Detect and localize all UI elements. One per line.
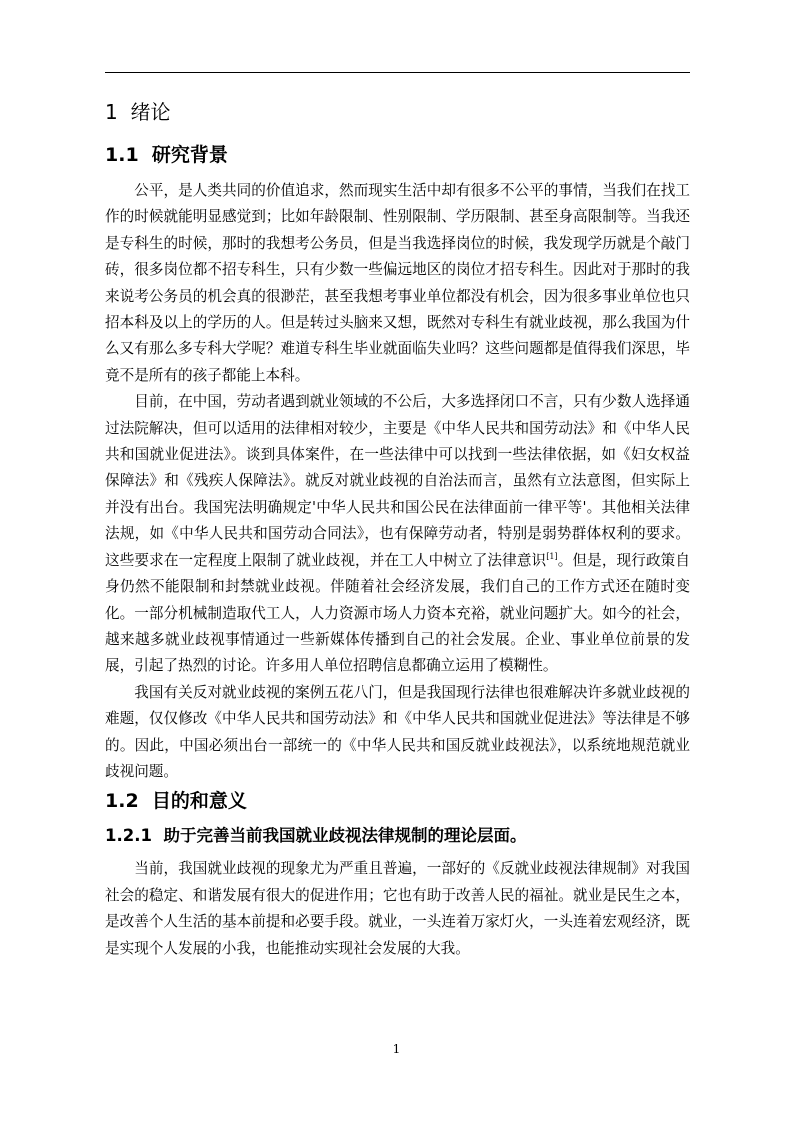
- section-title-1-1: 1.1 研究背景: [105, 144, 228, 166]
- paragraph-1: 公平，是人类共同的价值追求，然而现实生活中却有很多不公平的事情，当我们在找工作的时候就能明显感觉到；比如年龄限制、性别限制、学历限制、甚至身高限制等。当我还是专科生的时候，那时的我想考公务员，但是当我选择岗位的时候，我发现学历就是个敲门砖，很多岗位都不招专科生，只有少数一些偏远地区的岗位才招专科生。因此对于那时的我来说考公务员的机会真的很渺茫，甚至我想考事业单位都没有机会，因为很多事业单位也只招本科及以上的学历的人。但是转过头脑来又想，既然对专科生有就业歧视，那么我国为什么又有那么多专科大学呢？难道专科生毕业就面临失业吗？这些问题都是值得我们深思，毕竟不是所有的孩子都能上本科。: [105, 182, 690, 384]
- paragraph-2-continued: 。但是，现行政策自身仍然不能限制和封禁就业歧视。伴随着社会经济发展，我们自己的工作方式还在随时变化。一部分机械制造取代工人，人力资源市场人力资本充裕，就业问题扩大。如今的社会，越来越多就业歧视事情通过一些新媒体传播到自己的社会发展。企业、事业单位前景的发展，引起了热烈的讨论。许多用人单位招聘信息都确立运用了模糊性。: [105, 551, 690, 675]
- subsection-title-1-2-1: 1.2.1 助于完善当前我国就业歧视法律规制的理论层面。: [105, 826, 527, 846]
- paragraph-2: [105, 389, 690, 679]
- paragraph-2-text: 目前，在中国，劳动者遇到就业领域的不公后，大多选择闭口不言，只有少数人选择通过法院解决，但可以适用的法律相对较少，主要是《中华人民共和国劳动法》和《中华人民共和国就业促进法》。谈到具体案件，在一些法律中可以找到一些法律依据，如《妇女权益保障法》和《残疾人保障法》。就反对就业歧视的自治法而言，虽然有立法意图，但实际上并没有出台。我国宪法明确规定'中华人民共和国公民在法律面前一律平等'。其他相关法律法规，如《中华人民共和国劳动合同法》，也有保障劳动者，特别是弱势群体权利的要求。这些要求在一定程度上限制了就业歧视，并在工人中树立了法律意识: [105, 393, 690, 569]
- page-content: [105, 98, 690, 962]
- paragraph-4: 当前，我国就业歧视的现象尤为严重且普遍，一部好的《反就业歧视法律规制》对我国社会的稳定、和谐发展有很大的促进作用；它也有助于改善人民的福祉。就业是民生之本，是改善个人生活的基本前提和必要手段。就业，一头连着万家灯火，一头连着宏观经济，既是实现个人发展的小我，也能推动实现社会发展的大我。: [105, 860, 690, 957]
- page-number: 1: [392, 1042, 401, 1056]
- section-title-1-2: 1.2 目的和意义: [105, 790, 247, 813]
- header-rule: [105, 72, 690, 73]
- citation-mark: [1]: [546, 551, 558, 561]
- paragraph-3: 我国有关反对就业歧视的案例五花八门，但是我国现行法律也很难解决许多就业歧视的难题，仅仅修改《中华人民共和国劳动法》和《中华人民共和国就业促进法》等法律是不够的。因此，中国必须出台一部统一的《中华人民共和国反就业歧视法》，以系统地规范就业歧视问题。: [105, 683, 690, 780]
- chapter-title: 1 绪论: [105, 100, 171, 124]
